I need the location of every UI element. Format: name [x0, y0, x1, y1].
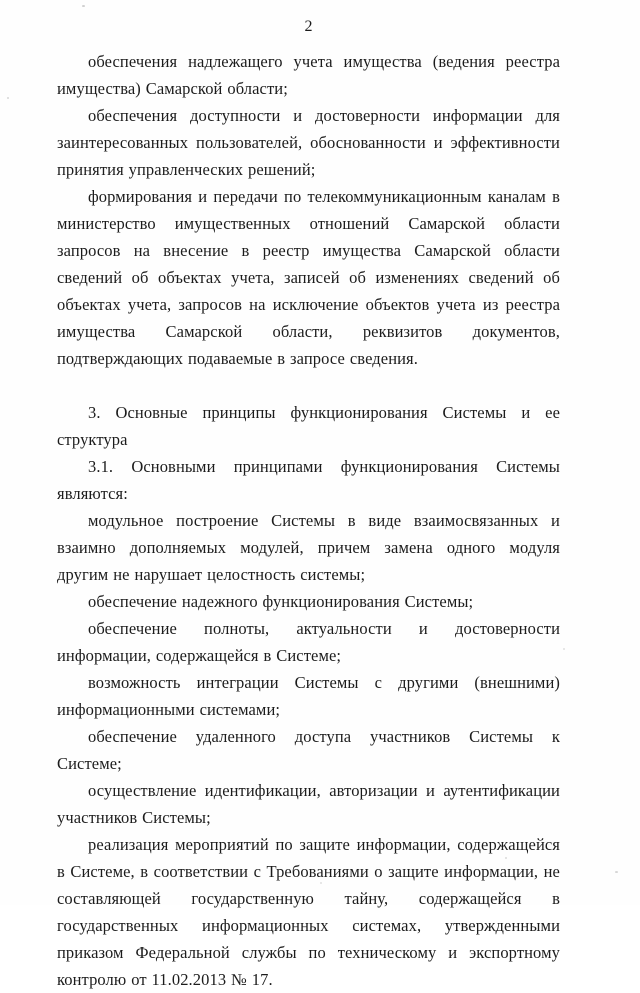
- scan-speck: [82, 5, 85, 7]
- body-paragraph: формирования и передачи по телекоммуникационным каналам в министерство имущественных отношений Самарской области запросов на внесение в реестр имущества Самарской области сведений об объектах учета, записей об изменениях сведений об объектах учета, запросов на исключение объектов учета из реестра имущества Самарской области, реквизитов документов, подтверждающих подаваемые в запросе сведения.: [57, 187, 560, 368]
- section-heading: 3. Основные принципы функционирования Системы и ее структура: [57, 403, 560, 449]
- body-paragraph: обеспечения доступности и достоверности информации для заинтересованных пользователей, обоснованности и эффективности принятия управленческих решений;: [57, 106, 560, 179]
- body-paragraph: обеспечения надлежащего учета имущества (ведения реестра имущества) Самарской области;: [57, 52, 560, 98]
- document-body: [57, 48, 560, 993]
- clause-paragraph: 3.1. Основными принципами функционирования Системы являются:: [57, 457, 560, 503]
- body-paragraph: реализация мероприятий по защите информации, содержащейся в Системе, в соответствии с Требованиями о защите информации, не составляющей государственную тайну, содержащейся в государственных информационных системах, утвержденными приказом Федеральной службы по техническому и экспортному контролю от 11.02.2013 № 17.: [57, 835, 560, 989]
- scan-speck: [615, 871, 618, 873]
- body-paragraph: осуществление идентификации, авторизации и аутентификации участников Системы;: [57, 781, 560, 827]
- body-paragraph: возможность интеграции Системы с другими (внешними) информационными системами;: [57, 673, 560, 719]
- body-paragraph: модульное построение Системы в виде взаимосвязанных и взаимно дополняемых модулей, причем замена одного модуля другим не нарушает целостность системы;: [57, 511, 560, 584]
- body-paragraph: обеспечение полноты, актуальности и достоверности информации, содержащейся в Системе;: [57, 619, 560, 665]
- scan-speck: [563, 648, 565, 650]
- body-paragraph: обеспечение удаленного доступа участников Системы к Системе;: [57, 727, 560, 773]
- body-paragraph: обеспечение надежного функционирования Системы;: [88, 592, 474, 611]
- page-number: 2: [304, 18, 313, 35]
- scan-speck: [7, 97, 9, 99]
